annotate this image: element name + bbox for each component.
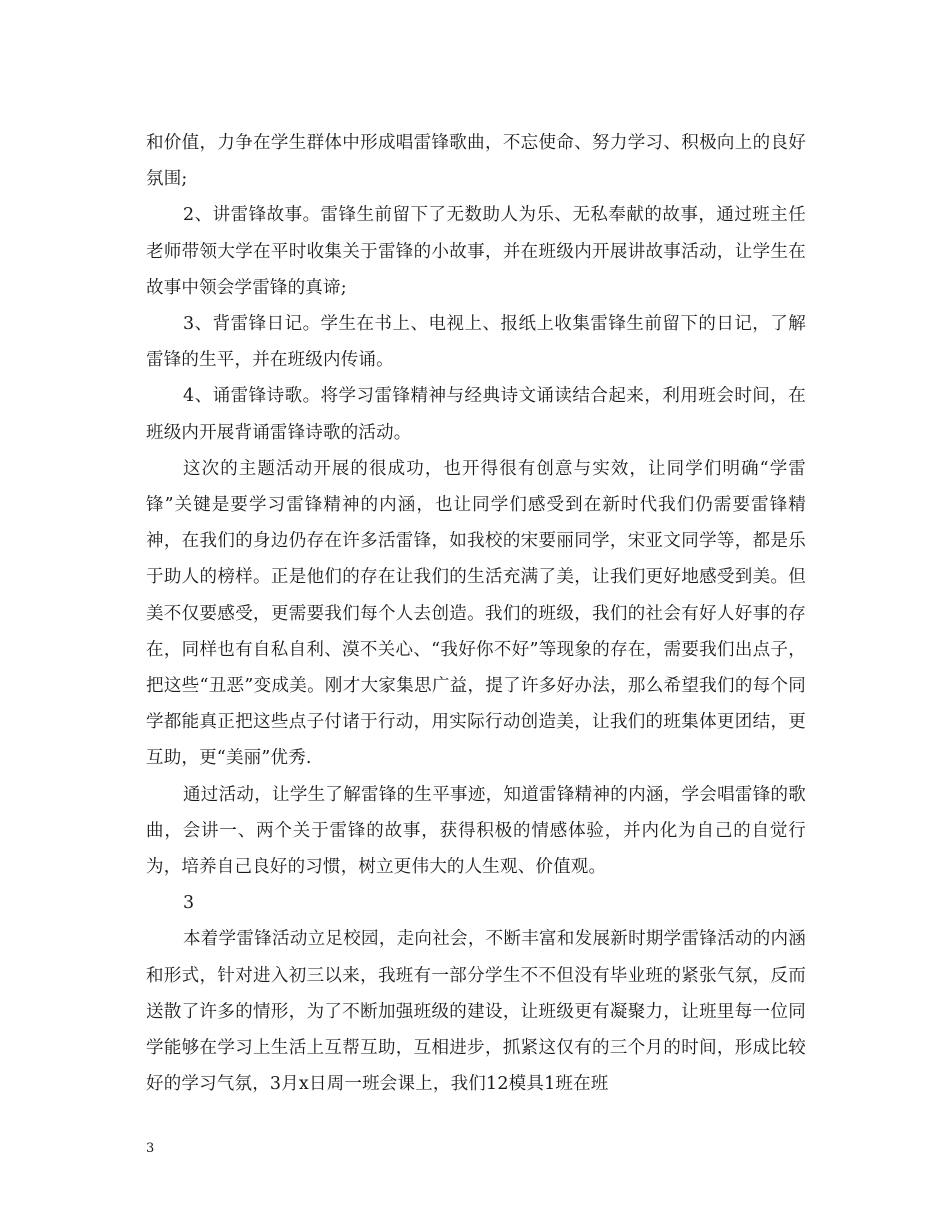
section-number: 3	[183, 893, 195, 914]
paragraph-5: 这次的主题活动开展的很成功，也开得很有创意与实效，让同学们明确“学雷锋”关键是要学习雷锋精神的内涵，也让同学们感受到在新时代我们仍需要雷锋精神，在我们的身边仍存在许多活雷锋，如我校的宋要丽同学，宋亚文同学等，都是乐于助人的榜样。正是他们的存在让我们的生活充满了美，让我们更好地感受到美。但美不仅要感受，更需要我们每个人去创造。我们的班级，我们的社会有好人好事的存在，同样也有自私自利、漠不关心、“我好你不好”等现象的存在，需要我们出点子，把这些“丑恶”变成美。刚才大家集思广益，提了许多好办法，那么希望我们的每个同学都能真正把这些点子付诸于行动，用实际行动创造美，让我们的班集体更团结，更互助，更“美丽”优秀.	[146, 458, 806, 769]
paragraph-2: 2、讲雷锋故事。雷锋生前留下了无数助人为乐、无私奉献的故事，通过班主任老师带领大学在平时收集关于雷锋的小故事，并在班级内开展讲故事活动，让学生在故事中领会学雷锋的真谛;	[146, 205, 806, 298]
paragraph-1: 和价值，力争在学生群体中形成唱雷锋歌曲，不忘使命、努力学习、积极向上的良好氛围;	[146, 133, 806, 190]
paragraph-7: 本着学雷锋活动立足校园，走向社会，不断丰富和发展新时期学雷锋活动的内涵和形式，针对进入初三以来，我班有一部分学生不不但没有毕业班的紧张气氛，反而送散了许多的情形，为了不断加强班级的建设，让班级更有凝聚力，让班里每一位同学能够在学习上生活上互帮互助，互相进步，抓紧这仅有的三个月的时间，形成比较好的学习气氛，3月x日周一班会课上，我们12模具1班在班	[146, 929, 806, 1095]
paragraph-3: 3、背雷锋日记。学生在书上、电视上、报纸上收集雷锋生前留下的日记，了解雷锋的生平，并在班级内传诵。	[146, 314, 806, 371]
paragraph-4: 4、诵雷锋诗歌。将学习雷锋精神与经典诗文诵读结合起来，利用班会时间，在班级内开展背诵雷锋诗歌的活动。	[146, 386, 806, 443]
paragraph-6: 通过活动，让学生了解雷锋的生平事迹，知道雷锋精神的内涵，学会唱雷锋的歌曲，会讲一、两个关于雷锋的故事，获得积极的情感体验，并内化为自己的自觉行为，培养自己良好的习惯，树立更伟大的人生观、价值观。	[146, 784, 806, 878]
page-number: 3	[146, 1141, 155, 1156]
document-body	[146, 125, 806, 1102]
